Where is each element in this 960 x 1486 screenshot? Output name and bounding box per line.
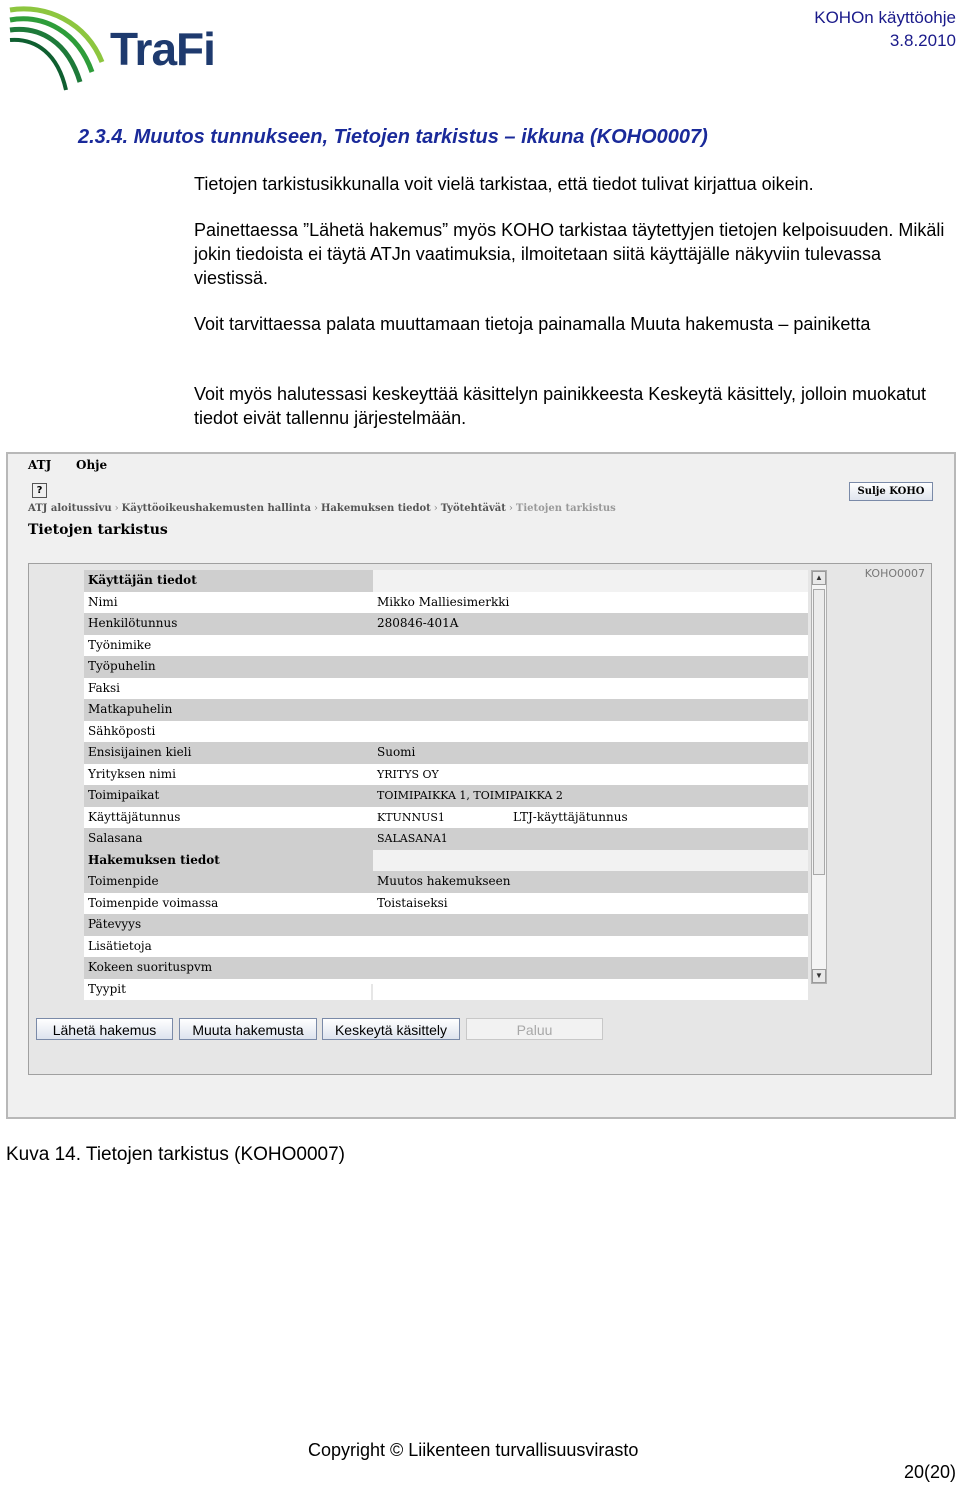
row-label: Toimenpide xyxy=(84,871,371,893)
row-value-text: TOIMIPAIKKA 1, TOIMIPAIKKA 2 xyxy=(377,789,563,802)
row-value-text: KTUNNUS1 xyxy=(377,810,445,824)
row-label: Tyypit xyxy=(84,979,371,1001)
help-icon[interactable]: ? xyxy=(32,483,47,498)
row-value-text: SALASANA1 xyxy=(377,832,448,845)
table-row xyxy=(84,613,808,635)
logo-text: TraFi xyxy=(110,23,215,75)
row-label: Hakemuksen tiedot xyxy=(84,850,371,872)
row-value-text: Muutos hakemukseen xyxy=(377,874,511,888)
cancel-processing-button[interactable]: Keskeytä käsittely xyxy=(322,1018,460,1040)
row-value xyxy=(373,699,808,721)
row-label: Faksi xyxy=(84,678,371,700)
row-value xyxy=(373,850,808,872)
row-value xyxy=(373,635,808,657)
breadcrumb-separator-icon: › xyxy=(313,503,318,514)
figure-caption: Kuva 14. Tietojen tarkistus (KOHO0007) xyxy=(6,1144,345,1165)
document-title: KOHOn käyttöohje xyxy=(814,8,956,27)
row-value xyxy=(373,592,808,614)
breadcrumb-item[interactable]: Työtehtävät xyxy=(440,503,506,514)
row-value xyxy=(373,914,808,936)
row-value-text: Suomi xyxy=(377,745,416,759)
table-section-row xyxy=(84,850,808,872)
row-value-text: 280846-401A xyxy=(377,616,459,630)
page-title: Tietojen tarkistus xyxy=(28,522,168,538)
table-row xyxy=(84,764,808,786)
row-value xyxy=(373,893,808,915)
row-value xyxy=(373,613,808,635)
table-row xyxy=(84,635,808,657)
menu-atj[interactable]: ATJ xyxy=(28,458,52,472)
row-value xyxy=(373,807,808,829)
breadcrumb-separator-icon: › xyxy=(114,503,119,514)
back-button: Paluu xyxy=(466,1018,603,1040)
section-heading: 2.3.4. Muutos tunnukseen, Tietojen tarkistus – ikkuna (KOHO0007) xyxy=(78,126,708,148)
form-code: KOHO0007 xyxy=(864,567,925,580)
row-label: Lisätietoja xyxy=(84,936,371,958)
row-value-text: Toistaiseksi xyxy=(377,895,448,910)
row-label: Henkilötunnus xyxy=(84,613,371,635)
row-label: Pätevyys xyxy=(84,914,371,936)
row-label: Toimipaikat xyxy=(84,785,371,807)
table-row xyxy=(84,785,808,807)
row-value xyxy=(373,828,808,850)
breadcrumb-item[interactable]: Käyttöoikeushakemusten hallinta xyxy=(121,503,311,514)
document-header xyxy=(814,6,956,52)
row-value xyxy=(373,871,808,893)
breadcrumb-current: Tietojen tarkistus xyxy=(515,503,616,514)
scrollbar[interactable] xyxy=(811,570,827,984)
table-row xyxy=(84,936,808,958)
close-koho-button[interactable]: Sulje KOHO xyxy=(849,482,933,501)
scrollbar-thumb[interactable] xyxy=(813,589,825,875)
row-value xyxy=(373,721,808,743)
row-value xyxy=(373,785,808,807)
table-row xyxy=(84,871,808,893)
paragraph-3: Voit tarvittaessa palata muuttamaan tietoja painamalla Muuta hakemusta – painiketta xyxy=(194,314,871,334)
row-value xyxy=(373,742,808,764)
row-value xyxy=(373,936,808,958)
row-label: Käyttäjätunnus xyxy=(84,807,371,829)
row-label: Käyttäjän tiedot xyxy=(84,570,371,592)
row-value-text: YRITYS OY xyxy=(377,767,439,781)
row-label: Kokeen suorituspvm xyxy=(84,957,371,979)
table-row xyxy=(84,721,808,743)
table-row xyxy=(84,742,808,764)
row-label: Salasana xyxy=(84,828,371,850)
table-row xyxy=(84,656,808,678)
table-row xyxy=(84,592,808,614)
table-row xyxy=(84,979,808,1001)
row-label: Toimenpide voimassa xyxy=(84,893,371,915)
modify-application-button[interactable]: Muuta hakemusta xyxy=(179,1018,317,1040)
row-label: Yrityksen nimi xyxy=(84,764,371,786)
row-label: Työnimike xyxy=(84,635,371,657)
row-value xyxy=(373,957,808,979)
row-value xyxy=(373,764,808,786)
table-row xyxy=(84,957,808,979)
row-value xyxy=(373,979,808,1001)
menu-help[interactable]: Ohje xyxy=(76,458,108,472)
row-extra-label: LTJ-käyttäjätunnus xyxy=(513,809,628,824)
row-value-text: Mikko Malliesimerkki xyxy=(377,594,510,609)
breadcrumb-separator-icon: › xyxy=(433,503,438,514)
page-number: 20(20) xyxy=(903,1462,956,1482)
send-application-button[interactable]: Lähetä hakemus xyxy=(36,1018,173,1040)
document-date: 3.8.2010 xyxy=(889,31,956,50)
table-row xyxy=(84,699,808,721)
row-label: Ensisijainen kieli xyxy=(84,742,371,764)
trafi-swoosh-icon xyxy=(6,2,116,94)
breadcrumb-item[interactable]: ATJ aloitussivu xyxy=(28,503,112,514)
app-screenshot xyxy=(6,452,956,1119)
scroll-down-icon[interactable]: ▼ xyxy=(812,969,826,983)
row-value xyxy=(373,678,808,700)
table-row xyxy=(84,828,808,850)
copyright: Copyright © Liikenteen turvallisuusvirasto xyxy=(308,1440,639,1460)
row-value xyxy=(373,656,808,678)
paragraph-1: Tietojen tarkistusikkunalla voit vielä tarkistaa, että tiedot tulivat kirjattua oikein. xyxy=(194,174,814,194)
table-row xyxy=(84,807,808,829)
breadcrumb-separator-icon: › xyxy=(508,503,513,514)
breadcrumb xyxy=(28,503,616,514)
breadcrumb-item[interactable]: Hakemuksen tiedot xyxy=(320,503,431,514)
paragraph-4: Voit myös halutessasi keskeyttää käsittelyn painikkeesta Keskeytä käsittely, jolloin muokatut tiedot eivät tallennu järjestelmään. xyxy=(194,384,927,428)
paragraph-2: Painettaessa ”Lähetä hakemus” myös KOHO tarkistaa täytettyjen tietojen kelpoisuuden. Mikäli jokin tiedoista ei täytä ATJn vaatimuksia, ilmoitetaan siitä käyttäjälle näkyviin tulevassa viestissä. xyxy=(194,220,945,288)
row-label: Työpuhelin xyxy=(84,656,371,678)
table-row xyxy=(84,678,808,700)
scroll-up-icon[interactable]: ▲ xyxy=(812,571,826,585)
review-panel xyxy=(28,563,932,1075)
table-row xyxy=(84,893,808,915)
menu-bar xyxy=(8,454,954,478)
row-label: Sähköposti xyxy=(84,721,371,743)
row-value xyxy=(373,570,808,592)
row-label: Nimi xyxy=(84,592,371,614)
review-table xyxy=(84,570,808,996)
table-section-row xyxy=(84,570,808,592)
table-row xyxy=(84,914,808,936)
row-label: Matkapuhelin xyxy=(84,699,371,721)
